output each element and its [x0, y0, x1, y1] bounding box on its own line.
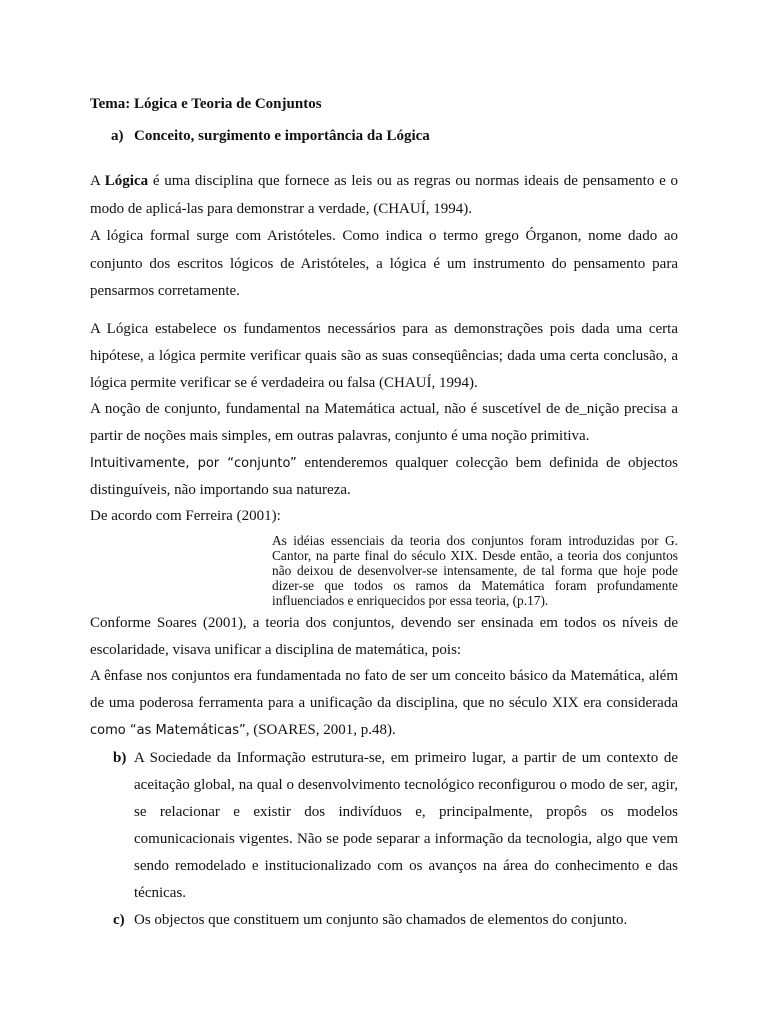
text-span: A	[90, 173, 105, 189]
paragraph-line: A noção de conjunto, fundamental na Matemática actual, não é suscetível de de_nição precisa a	[90, 401, 678, 417]
text-span: , (SOARES, 2001, p.48).	[245, 722, 396, 738]
text-span: é uma disciplina que fornece as leis ou as regras ou normas ideais de pensamento e o	[148, 173, 678, 189]
section-a-marker: a)	[111, 128, 124, 144]
paragraph-line: lógica permite verificar se é verdadeira ou falsa (CHAUÍ, 1994).	[90, 375, 478, 391]
quote-line: influenciados e enriquecidos por essa teoria, (p.17).	[272, 593, 549, 608]
paragraph-line: De acordo com Ferreira (2001):	[90, 508, 281, 524]
item-c-marker: c)	[113, 912, 125, 928]
block-quote	[272, 533, 678, 608]
paragraph-line	[90, 453, 678, 474]
bold-term: Lógica	[104, 173, 149, 189]
list-item-line: A Sociedade da Informação estrutura-se, em primeiro lugar, a partir de um contexto de	[134, 750, 678, 766]
paragraph-line: distinguíveis, não importando sua natureza.	[90, 482, 351, 498]
text-span: como “as Matemáticas”	[90, 723, 246, 738]
list-item-line: Os objectos que constituem um conjunto são chamados de elementos do conjunto.	[134, 912, 628, 928]
paragraph-line: A lógica formal surge com Aristóteles. Como indica o termo grego Órganon, nome dado ao	[90, 228, 678, 244]
quote-line: Cantor, na parte final do século XIX. Desde então, a teoria dos conjuntos	[272, 548, 678, 563]
paragraph-line: escolaridade, visava unificar a disciplina de matemática, pois:	[90, 642, 462, 658]
paragraph-line: hipótese, a lógica permite verificar quais são as suas conseqüências; dada uma certa conclusão, a	[90, 348, 678, 364]
paragraph-line: conjunto dos escritos lógicos de Aristóteles, a lógica é um instrumento do pensamento para	[90, 256, 678, 272]
text-span: entenderemos qualquer colecção bem definida de objectos	[296, 455, 678, 471]
paragraph-line: pensarmos corretamente.	[90, 283, 240, 299]
list-item-line: sendo remodelado e institucionalizado com os avanços na área do conhecimento e das	[134, 858, 678, 874]
paragraph-line: Conforme Soares (2001), a teoria dos conjuntos, devendo ser ensinada em todos os níveis de	[90, 615, 678, 631]
quote-line: dizer-se que todos os ramos da Matemática foram profundamente	[272, 578, 678, 593]
list-item-line: técnicas.	[134, 885, 187, 901]
paragraph-line: partir de noções mais simples, em outras palavras, conjunto é uma noção primitiva.	[90, 428, 590, 444]
list-item-line: aceitação global, na qual o desenvolvimento tecnológico reconfigurou o modo de ser, agir,	[134, 777, 678, 793]
paragraph-line: modo de aplicá-las para demonstrar a verdade, (CHAUÍ, 1994).	[90, 201, 472, 217]
paragraph-line: de uma poderosa ferramenta para a unificação da disciplina, que no século XIX era considerada	[90, 695, 678, 711]
section-a-heading: Conceito, surgimento e importância da Lógica	[134, 128, 430, 144]
quote-line: não deixou de desenvolver-se intensamente, de tal forma que hoje pode	[272, 563, 678, 578]
list-item-line: comunicacionais vigentes. Não se pode separar a informação da tecnologia, algo que vem	[134, 831, 678, 847]
document-title: Tema: Lógica e Teoria de Conjuntos	[90, 96, 322, 112]
paragraph-line: A Lógica estabelece os fundamentos necessários para as demonstrações pois dada uma certa	[90, 321, 678, 337]
quote-line: As idéias essenciais da teoria dos conjuntos foram introduzidas por G.	[272, 533, 678, 548]
paragraph-line	[90, 171, 678, 191]
item-b-marker: b)	[113, 750, 127, 766]
paragraph-line	[90, 720, 396, 741]
text-span: Intuitivamente, por “conjunto”	[90, 456, 297, 471]
paragraph-line: A ênfase nos conjuntos era fundamentada no fato de ser um conceito básico da Matemática, além	[90, 668, 678, 684]
list-item-line: se relacionar e existir dos indivíduos e, principalmente, propôs os modelos	[134, 804, 678, 820]
